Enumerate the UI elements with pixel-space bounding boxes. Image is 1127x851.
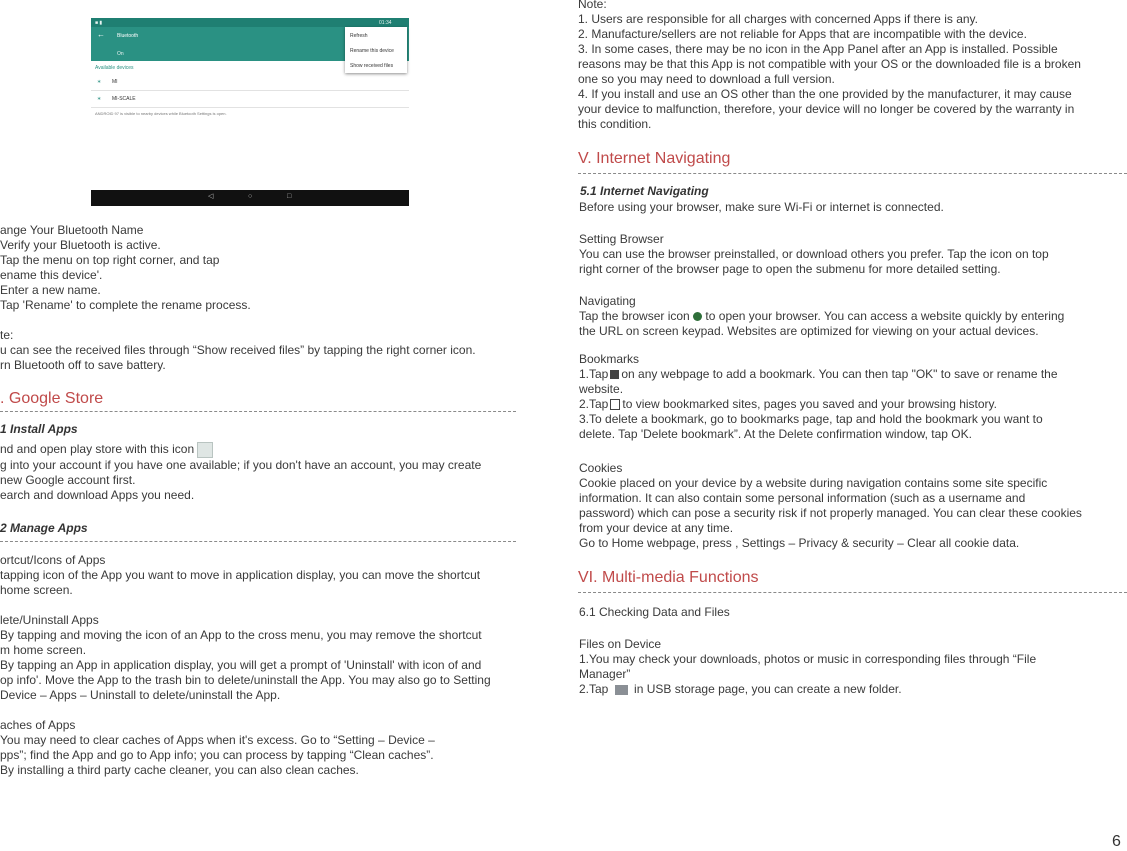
manage-apps-steps <box>0 553 491 778</box>
device-row[interactable] <box>95 74 405 90</box>
instruction-line: the URL on screen keypad. Websites are optimized for viewing on your actual devices. <box>579 324 1039 338</box>
note-line: one so you may need to download a full version. <box>578 72 835 86</box>
note-line: 1. Users are responsible for all charges with concerned Apps if there is any. <box>578 12 978 26</box>
instruction-line: earch and download Apps you need. <box>0 488 195 502</box>
new-folder-icon <box>615 685 628 695</box>
manage-apps-heading: 2 Manage Apps <box>0 521 88 535</box>
device-row[interactable] <box>95 91 405 107</box>
instruction-line: 2.Tap to view bookmarked sites, pages you saved and your browsing history. <box>579 397 997 411</box>
instruction-line: Cookie placed on your device by a website during navigation contains some site specific <box>579 476 1048 490</box>
bookmarks-block <box>579 352 1058 442</box>
subheading-delete-uninstall: lete/Uninstall Apps <box>0 613 99 627</box>
bluetooth-icon: ∗ <box>97 79 102 85</box>
instruction-line: Verify your Bluetooth is active. <box>0 238 161 252</box>
instruction-line: 1.You may check your downloads, photos or music in corresponding files through “File <box>579 652 1037 666</box>
instruction-line: 2.Tap in USB storage page, you can create a new folder. <box>579 682 902 696</box>
navigation-bar <box>91 190 409 206</box>
section-divider <box>578 173 1127 174</box>
play-store-icon <box>197 442 213 458</box>
instruction-line: Tap 'Rename' to complete the rename process. <box>0 298 251 312</box>
section-title-google-store: . Google Store <box>0 390 104 407</box>
note-line: your device to malfunction, therefore, your device will no longer be covered by the warranty in <box>578 102 1075 116</box>
note-line: 3. In some cases, there may be no icon in the App Panel after an App is installed. Possible <box>578 42 1058 56</box>
note-label: Note: <box>578 0 607 11</box>
instruction-line: By installing a third party cache cleaner, you can also clean caches. <box>0 763 359 777</box>
menu-item-show-received-files[interactable]: Show received files <box>350 63 394 69</box>
cookies-title: Cookies <box>579 461 623 475</box>
bluetooth-icon: ∗ <box>97 96 102 102</box>
instruction-line: 1.Tap on any webpage to add a bookmark. You can then tap "OK" to save or rename the <box>579 367 1058 381</box>
instruction-line: Tap the browser icon to open your browser. You can access a website quickly by entering <box>579 309 1065 323</box>
instruction-line: right corner of the browser page to open the submenu for more detailed setting. <box>579 262 1001 276</box>
instruction-line: You may need to clear caches of Apps when it's excess. Go to “Setting – Device – <box>0 733 435 747</box>
section-divider <box>0 411 516 412</box>
add-bookmark-icon <box>610 370 619 379</box>
bookmarks-title: Bookmarks <box>579 352 640 366</box>
instruction-line: m home screen. <box>0 643 87 657</box>
instruction-line: Tap the menu on top right corner, and tap <box>0 253 220 267</box>
instruction-line: website. <box>579 382 624 396</box>
instruction-line: pps”; find the App and go to App info; you can process by tapping “Clean caches”. <box>0 748 434 762</box>
instruction-line: home screen. <box>0 583 73 597</box>
back-arrow-icon[interactable]: ← <box>97 30 105 39</box>
spacer <box>0 703 491 718</box>
apps-note <box>578 0 1081 132</box>
recents-nav-icon[interactable]: □ <box>287 193 292 200</box>
visibility-note: ANDROID 97 is visible to nearby devices while Bluetooth Settings is open. <box>95 111 227 116</box>
instruction-line: password) which can pose a security risk if not properly managed. You can clear these cookies <box>579 506 1082 520</box>
bookmarks-list-icon <box>610 399 620 410</box>
setting-browser-block <box>579 232 1049 277</box>
instruction-line: You can use the browser preinstalled, or download others you prefer. Tap the icon on top <box>579 247 1049 261</box>
internet-navigating-heading: 5.1 Internet Navigating <box>580 184 709 198</box>
section-title-internet-navigating: V. Internet Navigating <box>578 150 731 167</box>
available-devices-label: Available devices <box>95 65 134 71</box>
subheading-shortcut-icons: ortcut/Icons of Apps <box>0 553 106 567</box>
note-line: 2. Manufacture/sellers are not reliable for Apps that are incompatible with the device. <box>578 27 1027 41</box>
notification-icons: ■ ▮ <box>95 20 103 26</box>
menu-item-rename[interactable]: Rename this device <box>350 48 394 54</box>
page-number: 6 <box>1112 833 1121 850</box>
rename-bluetooth-heading: ange Your Bluetooth Name <box>0 223 144 237</box>
instruction-line: Before using your browser, make sure Wi-Fi or internet is connected. <box>579 200 944 214</box>
page-title: Bluetooth <box>117 33 139 39</box>
install-apps-steps <box>0 442 481 503</box>
section-divider <box>578 592 1127 593</box>
divider <box>91 107 409 108</box>
instruction-line: By tapping and moving the icon of an App to the cross menu, you may remove the shortcut <box>0 628 482 642</box>
spacer <box>0 598 491 613</box>
home-nav-icon[interactable]: ○ <box>248 193 253 200</box>
instruction-line: Go to Home webpage, press , Settings – Privacy & security – Clear all cookie data. <box>579 536 1020 550</box>
device-name: MI <box>112 79 118 85</box>
instruction-line: Enter a new name. <box>0 283 101 297</box>
navigating-title: Navigating <box>579 294 636 308</box>
note-label: te: <box>0 328 14 342</box>
bluetooth-toggle-label[interactable]: On <box>117 51 124 57</box>
note-line: rn Bluetooth off to save battery. <box>0 358 166 372</box>
navigating-block <box>579 294 1064 339</box>
instruction-line: information. It can also contain some personal information (such as a username and <box>579 491 1026 505</box>
instruction-line: new Google account first. <box>0 473 136 487</box>
cookies-block <box>579 461 1082 551</box>
note-line: this condition. <box>578 117 652 131</box>
files-block <box>579 637 1036 697</box>
instruction-line: tapping icon of the App you want to move in application display, you can move the shortcut <box>0 568 481 582</box>
subheading-caches: aches of Apps <box>0 718 76 732</box>
instruction-line: g into your account if you have one available; if you don't have an account, you may create <box>0 458 482 472</box>
back-nav-icon[interactable]: ◁ <box>208 193 214 200</box>
install-apps-heading: 1 Install Apps <box>0 422 78 436</box>
status-time: 01:34 <box>379 20 392 26</box>
note-line: 4. If you install and use an OS other than the one provided by the manufacturer, it may cause <box>578 87 1072 101</box>
note-line: reasons may be that this App is not compatible with your OS or the downloaded file is a broken <box>578 57 1081 71</box>
instruction-line: nd and open play store with this icon <box>0 442 481 458</box>
instruction-line: ename this device'. <box>0 268 103 282</box>
overflow-menu <box>345 27 407 73</box>
instruction-line: Device – Apps – Uninstall to delete/uninstall the App. <box>0 688 281 702</box>
checking-data-heading: 6.1 Checking Data and Files <box>579 605 730 619</box>
browser-globe-icon <box>693 312 702 321</box>
instruction-line: delete. Tap 'Delete bookmark”. At the Delete confirmation window, tap OK. <box>579 427 972 441</box>
section-title-multimedia: VI. Multi-media Functions <box>578 569 759 586</box>
note-line: u can see the received files through “Show received files” by tapping the right corner icon. <box>0 343 476 357</box>
instruction-line: Manager” <box>579 667 631 681</box>
section-divider <box>0 541 516 542</box>
device-name: MI-SCALE <box>112 96 136 102</box>
instruction-line: 3.To delete a bookmark, go to bookmarks page, tap and hold the bookmark you want to <box>579 412 1043 426</box>
instruction-line: By tapping an App in application display, you will get a prompt of 'Uninstall' with icon of and <box>0 658 482 672</box>
rename-bluetooth-instructions <box>0 223 251 313</box>
setting-browser-title: Setting Browser <box>579 232 664 246</box>
instruction-line: from your device at any time. <box>579 521 734 535</box>
instruction-line: op info'. Move the App to the trash bin to delete/uninstall the App. You may also go to Setting <box>0 673 491 687</box>
status-bar <box>91 18 409 27</box>
bluetooth-note <box>0 328 476 373</box>
files-title: Files on Device <box>579 637 662 651</box>
menu-item-refresh[interactable]: Refresh <box>350 33 368 39</box>
